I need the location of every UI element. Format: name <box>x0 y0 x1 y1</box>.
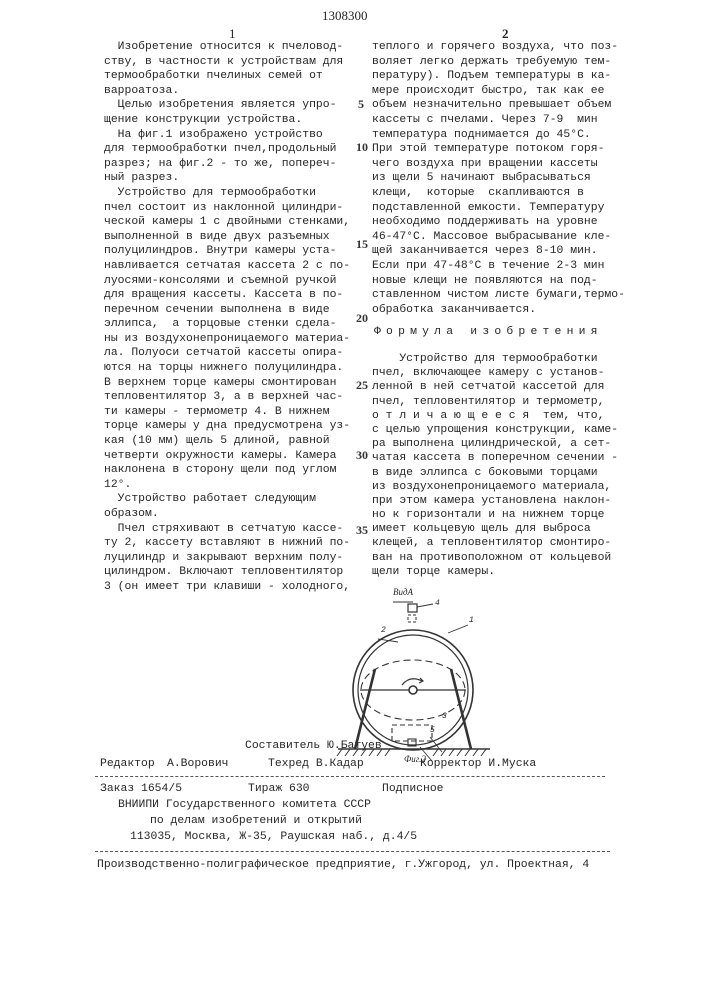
text-line: 3 (он имеет три клавиши - холодного, <box>104 580 350 595</box>
text-line: ра выполнена цилиндрической, а сет- <box>372 437 618 451</box>
text-line: обработка заканчивается. <box>372 303 625 318</box>
address: 113035, Москва, Ж-35, Раушская наб., д.4/5 <box>130 831 417 843</box>
text-line: но к горизонтали и на нижнем торце <box>372 508 618 522</box>
claims-heading: Формула изобретения <box>374 326 603 338</box>
text-line: выполненной в виде двух разъемных <box>104 230 350 245</box>
text-line: ленной в ней сетчатой кассетой для <box>372 380 618 394</box>
part-label-3: 3 <box>442 712 447 721</box>
part-label-2: 2 <box>381 626 386 635</box>
axle <box>409 686 417 694</box>
line-number: 30 <box>356 448 368 463</box>
text-line: клещей, а тепловентилятор смонтиро- <box>372 536 618 550</box>
text-line: перечном сечении выполнена в виде <box>104 303 350 318</box>
text-line: клещи, которые скапливаются в <box>372 186 625 201</box>
line-number: 20 <box>356 311 368 326</box>
text-line: В верхнем торце камеры смонтирован <box>104 376 350 391</box>
text-line: в виде эллипса с боковыми торцами <box>372 466 618 480</box>
line-number: 25 <box>356 378 368 393</box>
part-label-4: 4 <box>435 599 440 608</box>
text-line: пчел состоит из наклонной цилиндри- <box>104 201 350 216</box>
line-number: 10 <box>356 140 368 155</box>
claims-text <box>372 352 618 579</box>
text-line: четверти окружности камеры. Камера <box>104 449 350 464</box>
text-line: щение конструкции устройства. <box>104 113 350 128</box>
text-line: ван на противоположном от кольцевой <box>372 551 618 565</box>
text-line: Изобретение относится к пчеловод- <box>104 40 350 55</box>
text-line: На фиг.1 изображено устройство <box>104 128 350 143</box>
text-line: Устройство для термообработки <box>372 352 618 366</box>
text-line: подставленной емкости. Температуру <box>372 201 625 216</box>
text-line: воляет легко держать требуемую тем- <box>372 55 625 70</box>
text-line: имеет кольцевую щель для выброса <box>372 522 618 536</box>
column-number-left: 1 <box>229 26 236 42</box>
line-number: 5 <box>358 97 364 112</box>
text-line: эллипса, а торцовые стенки сдела- <box>104 317 350 332</box>
printer: Производственно-полиграфическое предприятие, г.Ужгород, ул. Проектная, 4 <box>97 859 589 871</box>
text-line: Если при 47-48°С в течение 2-3 мин <box>372 259 625 274</box>
subscription: Подписное <box>382 783 444 795</box>
part-label-5: 5 <box>430 726 435 735</box>
circulation: Тираж 630 <box>248 783 310 795</box>
techred: Техред В.Кадар <box>268 758 364 770</box>
text-line: необходимо поддерживать на уровне <box>372 215 625 230</box>
compiler: Составитель Ю.Батуев <box>245 740 382 752</box>
text-line: новые клещи не появляются на под- <box>372 274 625 289</box>
text-line: ный разрез. <box>104 171 350 186</box>
text-line: луцилиндр и закрывают верхним полу- <box>104 551 350 566</box>
column-number-right: 2 <box>502 26 509 42</box>
text-line: термообработки пчелиных семей от <box>104 69 350 84</box>
figure-caption: Фиг.2 <box>404 754 426 764</box>
line-number: 35 <box>356 523 368 538</box>
text-line: ла. Полуоси сетчатой кассеты опира- <box>104 346 350 361</box>
organization-line-1: ВНИИПИ Государственного комитета СССР <box>118 799 371 811</box>
left-column <box>104 40 350 595</box>
text-line: пчел, тепловентилятор и термометр, <box>372 395 618 409</box>
description-right-column <box>372 40 625 317</box>
text-line: пчел, включающее камеру с установ- <box>372 366 618 380</box>
text-line: мере происходит быстро, так как ее <box>372 84 625 99</box>
text-line: навливается сетчатая кассета 2 с по- <box>104 259 350 274</box>
text-line: ются на торцы нижнего полуцилиндра. <box>104 361 350 376</box>
text-line: Пчел стряхивают в сетчатую кассе- <box>104 522 350 537</box>
text-line: из воздухонепроницаемого материала, <box>372 480 618 494</box>
text-line: ству, в частности к устройствам для <box>104 55 350 70</box>
text-line: разрез; на фиг.2 - то же, попереч- <box>104 157 350 172</box>
text-line: Целью изобретения является упро- <box>104 98 350 113</box>
text-line: Устройство для термообработки <box>104 186 350 201</box>
text-line: при этом камера установлена наклон- <box>372 494 618 508</box>
thermometer <box>408 604 417 612</box>
text-line: ны из воздухонепроницаемого материа- <box>104 332 350 347</box>
text-line: кассеты с пчелами. Через 7-9 мин <box>372 113 625 128</box>
corrector: Корректор И.Муска <box>420 758 536 770</box>
editor-label: Редактор <box>100 758 155 770</box>
text-line: При этой температуре потоком горя- <box>372 142 625 157</box>
text-line: наклонена в сторону щели под углом <box>104 463 350 478</box>
editor: А.Ворович <box>167 758 229 770</box>
text-line: щели торце камеры. <box>372 565 618 579</box>
organization-line-2: по делам изобретений и открытий <box>150 815 362 827</box>
text-line: для термообработки пчел,продольный <box>104 142 350 157</box>
text-line: из щели 5 начинают выбрасываться <box>372 171 625 186</box>
patent-number: 1308300 <box>322 8 368 24</box>
divider <box>95 851 610 852</box>
view-label: ВидА <box>393 587 413 597</box>
text-line: с целью упрощения конструкции, каме- <box>372 423 618 437</box>
text-line: температура поднимается до 45°С. <box>372 128 625 143</box>
text-line: 46-47°С. Массовое выбрасывание кле- <box>372 230 625 245</box>
text-line: ческой камеры 1 с двойными стенками, <box>104 215 350 230</box>
text-line: чатая кассета в поперечном сечении - <box>372 451 618 465</box>
part-label-1: 1 <box>469 616 474 625</box>
text-line: ти камеры - термометр 4. В нижнем <box>104 405 350 420</box>
text-line: ту 2, кассету вставляют в нижний по- <box>104 536 350 551</box>
text-line: луосями-консолями и съемной ручкой <box>104 274 350 289</box>
text-line: торце камеры у дна предусмотрена уз- <box>104 419 350 434</box>
text-line: 12°. <box>104 478 350 493</box>
text-line: образом. <box>104 507 350 522</box>
text-line: щей заканчивается через 8-10 мин. <box>372 244 625 259</box>
text-line: объем незначительно превышает объем <box>372 98 625 113</box>
text-line: цилиндром. Включают тепловентилятор <box>104 565 350 580</box>
text-line: полуцилиндров. Внутри камеры уста- <box>104 244 350 259</box>
text-line: ставленном чистом листе бумаги,термо- <box>372 288 625 303</box>
text-line: чего воздуха при вращении кассеты <box>372 157 625 172</box>
divider <box>95 776 605 777</box>
text-line: тепловентилятор 3, а в верхней час- <box>104 390 350 405</box>
text-line: кая (10 мм) щель 5 длиной, равной <box>104 434 350 449</box>
text-line: Устройство работает следующим <box>104 492 350 507</box>
text-line: о т л и ч а ю щ е е с я тем, что, <box>372 409 618 423</box>
order: Заказ 1654/5 <box>100 783 182 795</box>
text-line: для вращения кассеты. Кассета в по- <box>104 288 350 303</box>
text-line: пературу). Подъем температуры в ка- <box>372 69 625 84</box>
text-line: теплого и горячего воздуха, что поз- <box>372 40 625 55</box>
text-line: варроатоза. <box>104 84 350 99</box>
line-number: 15 <box>356 237 368 252</box>
